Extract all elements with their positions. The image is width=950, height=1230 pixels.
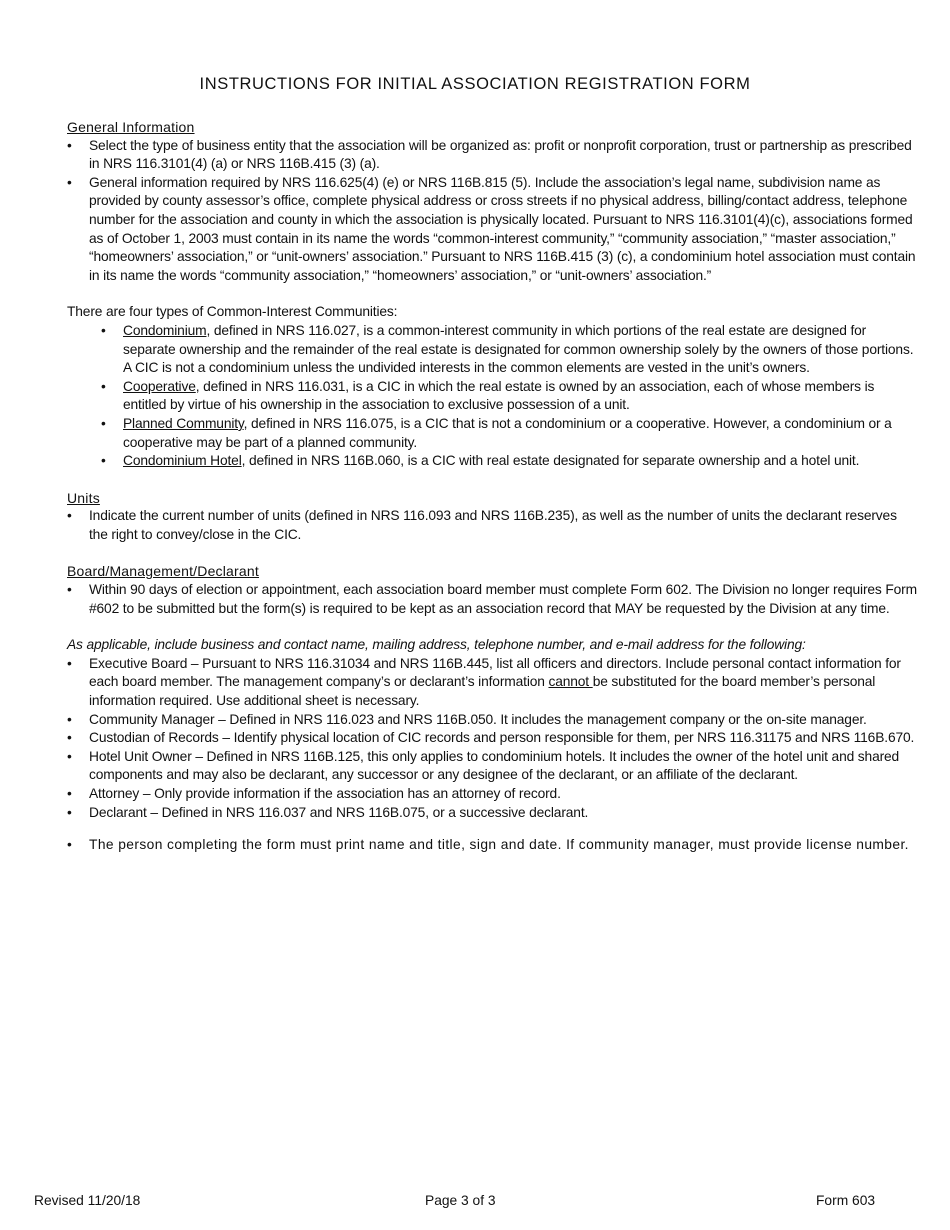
cic-type-cooperative — [101, 378, 919, 415]
footer-form-number: Form 603 — [816, 1193, 876, 1208]
board-list — [67, 581, 919, 618]
general-information-list — [67, 137, 919, 286]
list-item: • Community Manager – Defined in NRS 116.023 and NRS 116B.050. It includes the management company or the on-site manager. — [67, 711, 919, 730]
list-item: • Attorney – Only provide information if the association has an attorney of record. — [67, 785, 919, 804]
cic-type-planned-community — [101, 415, 919, 452]
cic-type-definition: , defined in NRS 116B.060, is a CIC with real estate designated for separate ownership and a hotel unit. — [241, 453, 860, 469]
executive-board-item — [67, 655, 919, 711]
list-item: • General information required by NRS 116.625(4) (e) or NRS 116B.815 (5). Include the association’s legal name, subdivision name as provided by county assessor’s office, complete physical address or cross streets if no physical address, billing/contact address, telephone number for the association and county in which the association is physically located. Pursuant to NRS 116.3101(4)(c), associations formed as of October 1, 2003 must contain in its name the words “common-interest community,” “community association,” “master association,” “homeowners’ association,” or “unit-owners’ association.” Pursuant to NRS 116B.415 (3) (c), a condominium hotel association must contain in its name the words “community association,” “homeowners’ association,” or “unit-owners’ association.” — [67, 174, 919, 286]
cic-type-definition: , defined in NRS 116.031, is a CIC in which the real estate is owned by an association, each of whose members is entitled by virtue of his ownership in the association to exclusive possession of a unit. — [123, 378, 875, 413]
list-item: • Custodian of Records – Identify physical location of CIC records and person responsible for them, per NRS 116.31175 and NRS 116B.670. — [67, 729, 919, 748]
list-item: • Within 90 days of election or appointment, each association board member must complete Form 602. The Division no longer requires Form #602 to be submitted but the form(s) is required to be kept as an association record that MAY be requested by the Division at any time. — [67, 581, 919, 618]
list-item: • Declarant – Defined in NRS 116.037 and NRS 116B.075, or a successive declarant. — [67, 804, 919, 823]
cic-type-term: Condominium Hotel — [123, 453, 242, 469]
final-note: • The person completing the form must print name and title, sign and date. If community manager, must provide license number. — [67, 836, 919, 855]
footer-page-number: Page 3 of 3 — [425, 1193, 496, 1208]
list-item: • Indicate the current number of units (defined in NRS 116.093 and NRS 116B.235), as well as the number of units the declarant reserves the right to convey/close in the CIC. — [67, 507, 919, 544]
cic-types-list — [67, 322, 919, 471]
units-list — [67, 507, 919, 544]
cic-type-condominium-hotel — [101, 452, 919, 471]
cic-type-condominium — [101, 322, 919, 378]
footer-revised-date: Revised 11/20/18 — [34, 1193, 141, 1208]
executive-board-text: Executive Board – Pursuant to NRS 116.31034 and NRS 116B.445, list all officers and directors. Include personal contact information for each board member. The management company’s or declarant’s information — [89, 655, 901, 690]
list-item: • Hotel Unit Owner – Defined in NRS 116B.125, this only applies to condominium hotels. It includes the owner of the hotel unit and shared components and may also be declarant, any successor or any designee of the declarant, or an affiliate of the declarant. — [67, 748, 919, 785]
cic-type-definition: , defined in NRS 116.075, is a CIC that is not a condominium or a cooperative. However, a condominium or a cooperative may be part of a planned community. — [123, 415, 892, 450]
cic-type-definition: , defined in NRS 116.027, is a common-interest community in which portions of the real estate are designed for separate ownership and the remainder of the real estate is designated for common ownership solely by the owners of those portions. A CIC is not a condominium unless the undivided interests in the common elements are vested in the unit’s owners. — [123, 322, 914, 376]
cic-type-term: Cooperative — [123, 378, 196, 394]
document-title: INSTRUCTIONS FOR INITIAL ASSOCIATION REGISTRATION FORM — [199, 75, 751, 93]
contacts-list — [67, 655, 919, 822]
final-note-list — [67, 836, 919, 855]
board-management-declarant-heading: Board/Management/Declarant — [67, 563, 259, 580]
list-item: • Select the type of business entity that the association will be organized as: profit or nonprofit corporation, trust or partnership as prescribed in NRS 116.3101(4) (a) or NRS 116B.415 (3) (a). — [67, 137, 919, 174]
executive-board-emphasis: cannot — [548, 674, 593, 690]
cic-types-intro: There are four types of Common-Interest Communities: — [67, 304, 398, 320]
executive-board-text-end: be substituted for the board member’s personal information required. Use additional sheet is necessary. — [89, 674, 876, 709]
units-heading: Units — [67, 489, 100, 506]
contacts-intro: As applicable, include business and contact name, mailing address, telephone number, and e-mail address for the following: — [67, 637, 806, 653]
cic-type-term: Planned Community — [123, 415, 244, 431]
document-body — [67, 118, 919, 855]
general-information-heading: General Information — [67, 119, 195, 135]
cic-type-term: Condominium — [123, 322, 207, 338]
